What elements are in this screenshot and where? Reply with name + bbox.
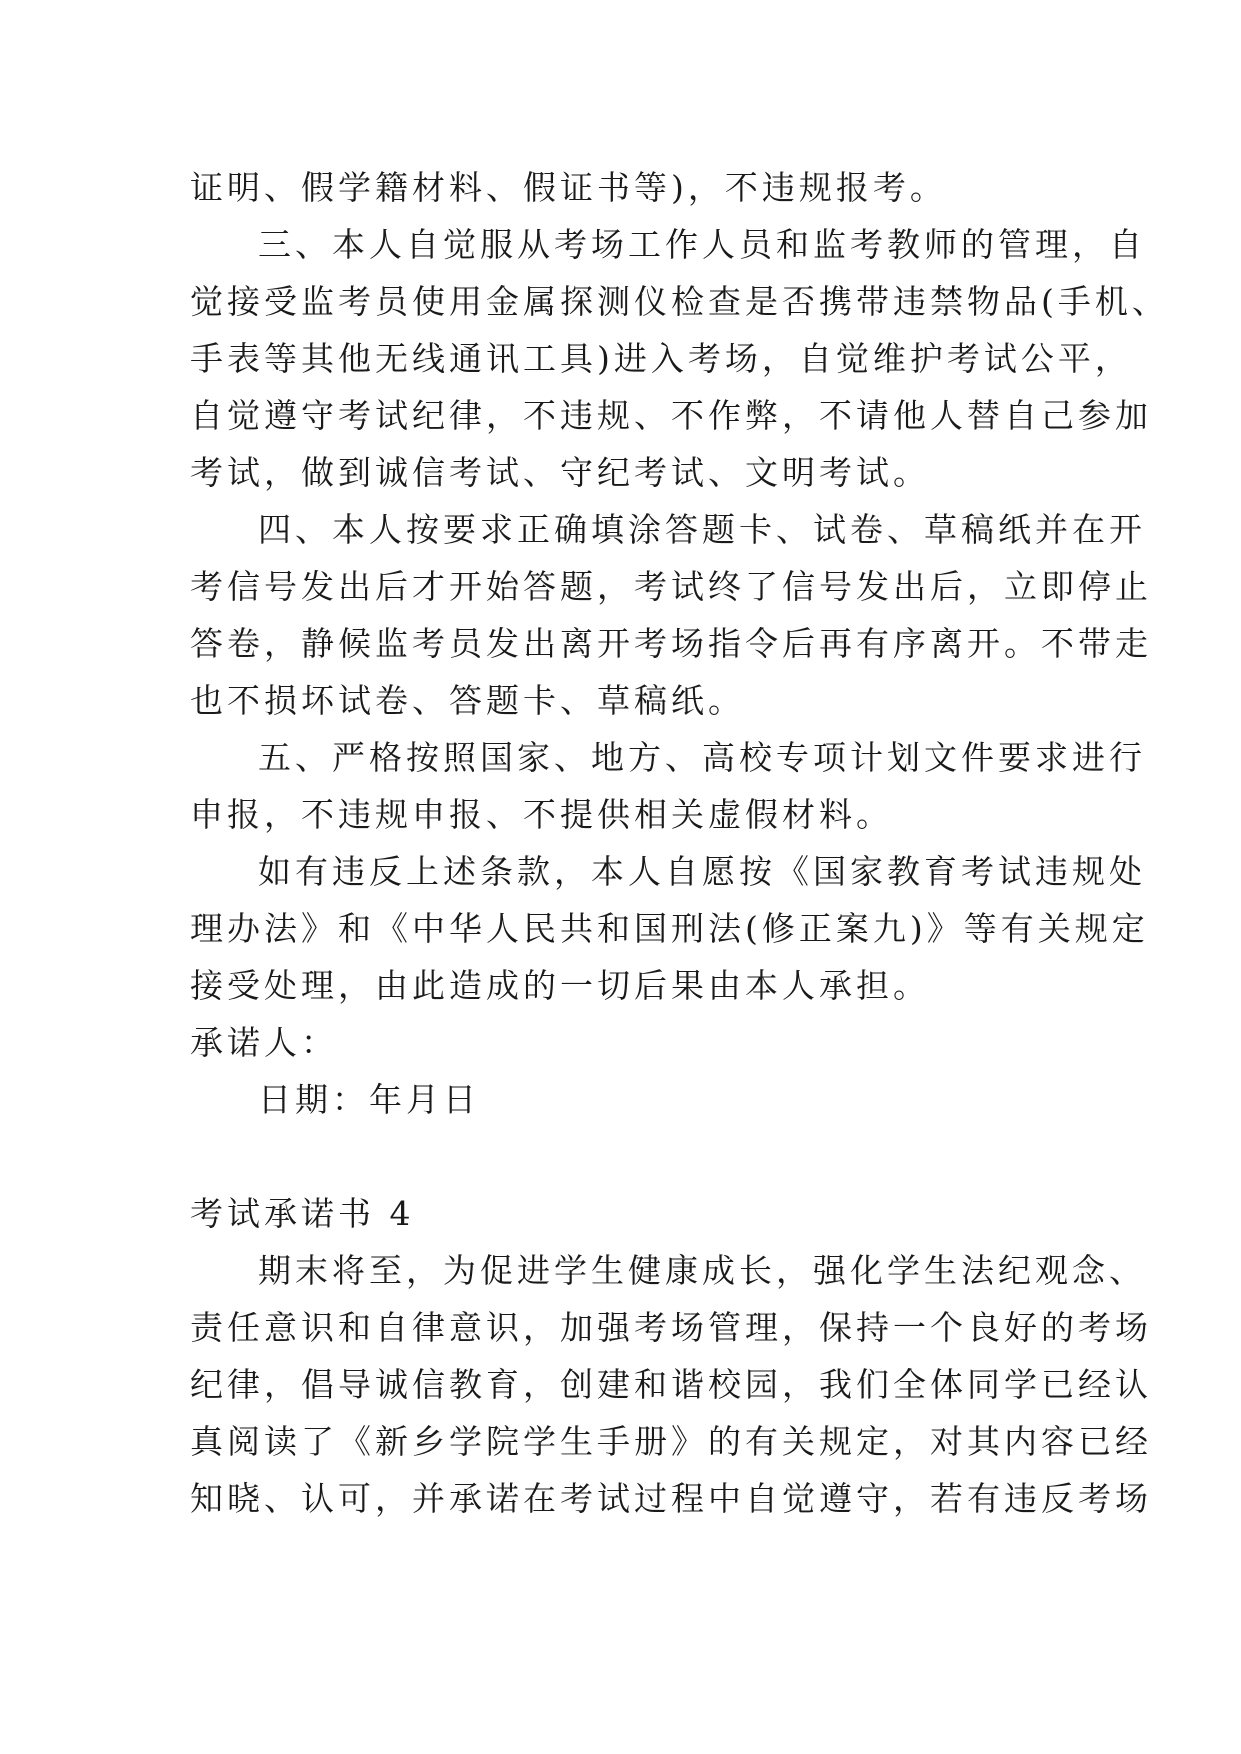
text-line: 真阅读了《新乡学院学生手册》的有关规定，对其内容已经 (190, 1422, 1152, 1461)
text-line: 接受处理，由此造成的一切后果由本人承担。 (190, 966, 930, 1005)
text-line: 自觉遵守考试纪律，不违规、不作弊，不请他人替自己参加 (190, 396, 1152, 435)
clause-three-line: 三、本人自觉服从考场工作人员和监考教师的管理，自 (258, 225, 1146, 264)
text-line: 答卷，静候监考员发出离开考场指令后再有序离开。不带走 (190, 624, 1152, 663)
section-title: 考试承诺书 4 (190, 1194, 415, 1233)
text-line: 知晓、认可，并承诺在考试过程中自觉遵守，若有违反考场 (190, 1479, 1152, 1518)
text-line: 申报，不违规申报、不提供相关虚假材料。 (190, 795, 893, 834)
date-label: 日期：年月日 (258, 1080, 480, 1119)
text-line: 也不损坏试卷、答题卡、草稿纸。 (190, 681, 745, 720)
text-line: 理办法》和《中华人民共和国刑法(修正案九)》等有关规定 (190, 909, 1149, 948)
text-line: 考试，做到诚信考试、守纪考试、文明考试。 (190, 453, 930, 492)
paragraph-start-line: 期末将至，为促进学生健康成长，强化学生法纪观念、 (258, 1251, 1146, 1290)
text-line: 考信号发出后才开始答题，考试终了信号发出后，立即停止 (190, 567, 1152, 606)
clause-four-line: 四、本人按要求正确填涂答题卡、试卷、草稿纸并在开 (258, 510, 1146, 549)
text-line: 责任意识和自律意识，加强考场管理，保持一个良好的考场 (190, 1308, 1152, 1347)
text-line: 觉接受监考员使用金属探测仪检查是否携带违禁物品(手机、 (190, 282, 1169, 321)
text-line: 纪律，倡导诚信教育，创建和谐校园，我们全体同学已经认 (190, 1365, 1152, 1404)
text-line: 证明、假学籍材料、假证书等)，不违规报考。 (190, 168, 947, 207)
violation-clause-line: 如有违反上述条款，本人自愿按《国家教育考试违规处 (258, 852, 1146, 891)
signatory-label: 承诺人： (190, 1023, 338, 1062)
clause-five-line: 五、严格按照国家、地方、高校专项计划文件要求进行 (258, 738, 1146, 777)
text-line: 手表等其他无线通讯工具)进入考场，自觉维护考试公平， (190, 339, 1132, 378)
